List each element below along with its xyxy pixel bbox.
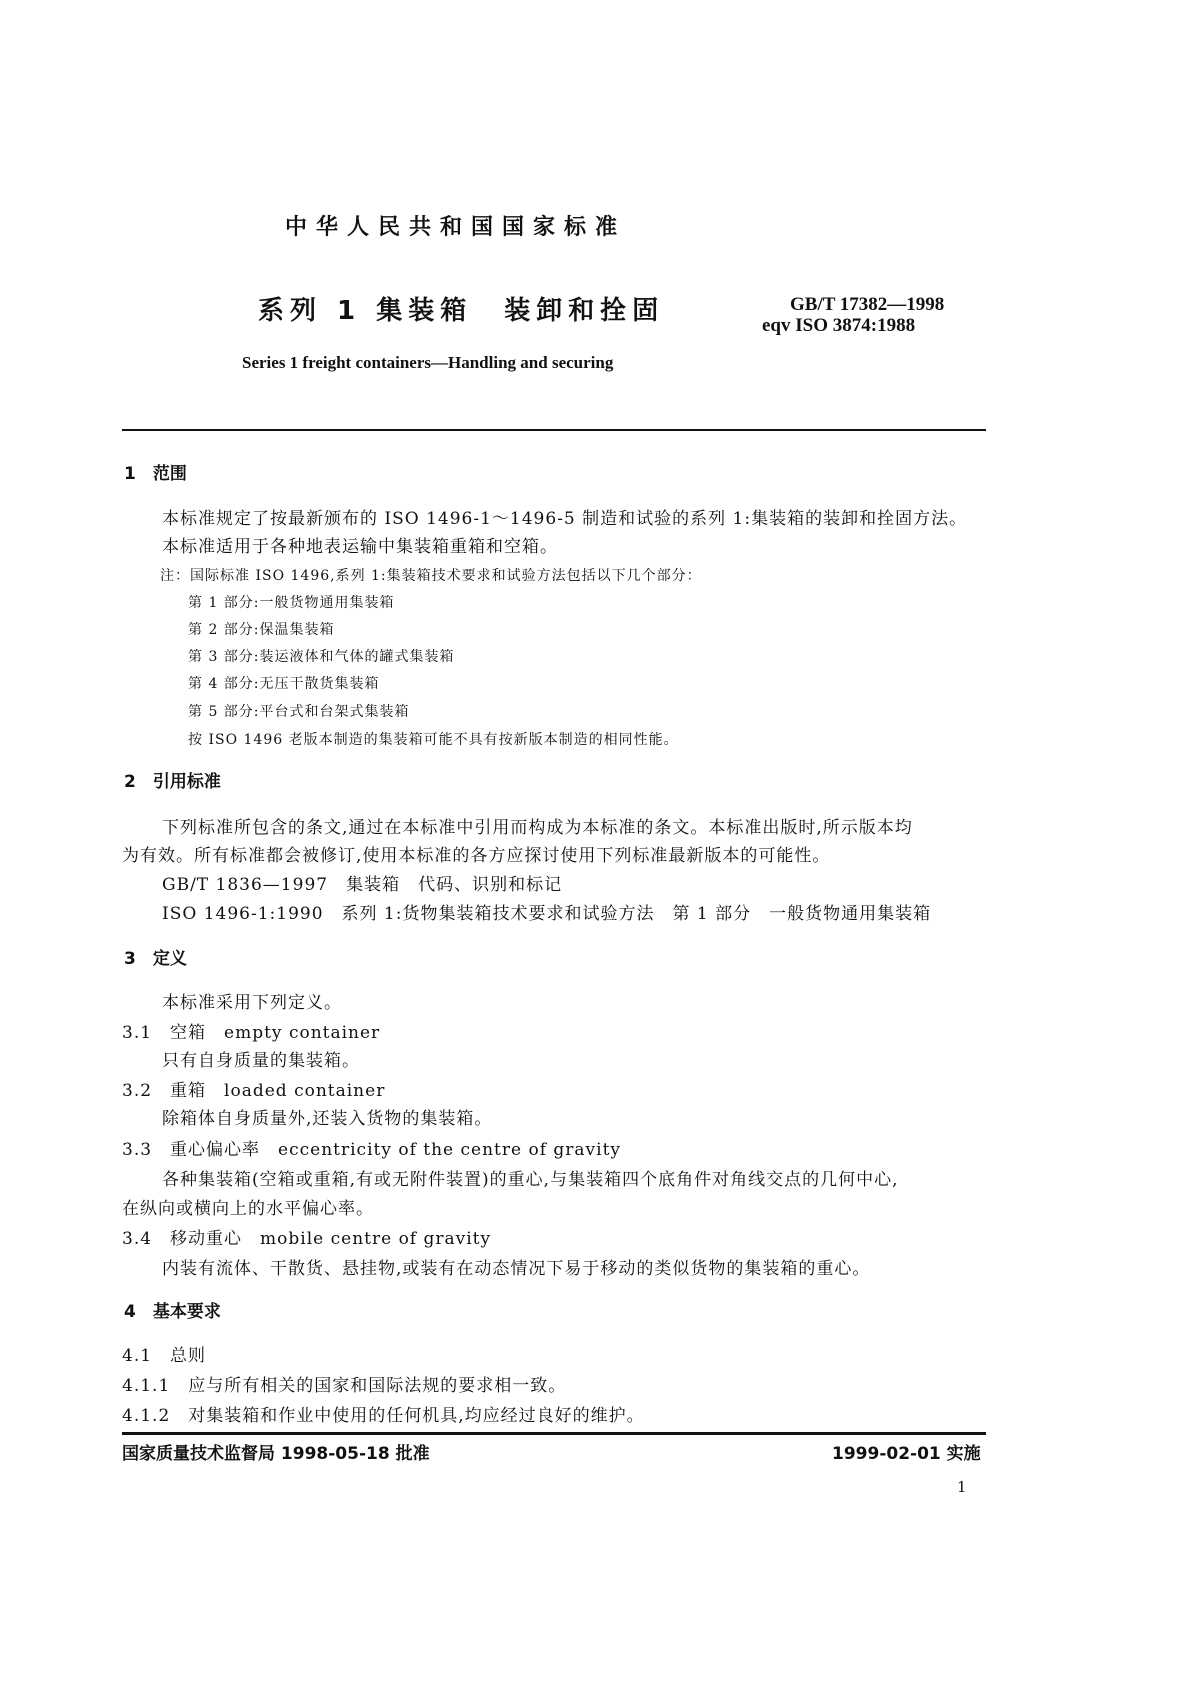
reference-item: GB/T 1836—1997 集装箱 代码、识别和标记	[162, 875, 563, 895]
section-1-heading: 1 范围	[124, 464, 187, 484]
paragraph: 本标准适用于各种地表运输中集装箱重箱和空箱。	[162, 537, 558, 557]
paragraph: 为有效。所有标准都会被修订,使用本标准的各方应探讨使用下列标准最新版本的可能性。	[122, 846, 831, 866]
note-item: 第 5 部分:平台式和台架式集装箱	[188, 704, 410, 720]
section-3-heading: 3 定义	[124, 949, 187, 969]
paragraph: 本标准采用下列定义。	[162, 993, 342, 1013]
national-standard-heading: 中华人民共和国国家标准	[285, 215, 627, 240]
clause: 4.1.1 应与所有相关的国家和国际法规的要求相一致。	[122, 1376, 567, 1396]
note-item: 第 2 部分:保温集装箱	[188, 622, 335, 638]
note-end: 按 ISO 1496 老版本制造的集装箱可能不具有按新版本制造的相同性能。	[188, 732, 679, 748]
english-title: Series 1 freight containers—Handling and securing	[242, 353, 614, 372]
document-title: 系列 1 集装箱 装卸和拴固	[258, 296, 665, 326]
standard-code: GB/T 17382—1998	[790, 294, 945, 315]
note-item: 第 4 部分:无压干散货集装箱	[188, 676, 380, 692]
note-item: 第 1 部分:一般货物通用集装箱	[188, 595, 395, 611]
paragraph: 下列标准所包含的条文,通过在本标准中引用而构成为本标准的条文。本标准出版时,所示版本均	[162, 818, 913, 838]
definition-text: 除箱体自身质量外,还装入货物的集装箱。	[162, 1109, 493, 1129]
definition-text: 只有自身质量的集装箱。	[162, 1051, 360, 1071]
definition-term: 3.4 移动重心 mobile centre of gravity	[122, 1229, 492, 1249]
section-2-heading: 2 引用标准	[124, 772, 221, 792]
definition-term: 3.3 重心偏心率 eccentricity of the centre of gravity	[122, 1140, 622, 1160]
definition-text: 内装有流体、干散货、悬挂物,或装有在动态情况下易于移动的类似货物的集装箱的重心。	[162, 1259, 871, 1279]
reference-item: ISO 1496-1:1990 系列 1:货物集装箱技术要求和试验方法 第 1 部分 一般货物通用集装箱	[162, 904, 932, 924]
approval-line: 国家质量技术监督局 1998-05-18 批准	[122, 1444, 430, 1464]
note-item: 第 3 部分:装运液体和气体的罐式集装箱	[188, 649, 455, 665]
footer-rule	[122, 1432, 986, 1435]
definition-term: 3.2 重箱 loaded container	[122, 1081, 386, 1101]
header-rule	[122, 429, 986, 431]
paragraph: 本标准规定了按最新颁布的 ISO 1496-1～1496-5 制造和试验的系列 1:集装箱的装卸和拴固方法。	[162, 509, 968, 529]
clause: 4.1 总则	[122, 1346, 207, 1366]
definition-term: 3.1 空箱 empty container	[122, 1023, 381, 1043]
clause: 4.1.2 对集装箱和作业中使用的任何机具,均应经过良好的维护。	[122, 1406, 645, 1426]
definition-text: 各种集装箱(空箱或重箱,有或无附件装置)的重心,与集装箱四个底角件对角线交点的几何中心,	[162, 1170, 899, 1190]
page-number: 1	[957, 1478, 968, 1496]
effective-date: 1999-02-01 实施	[832, 1444, 981, 1464]
note: 注：国际标准 ISO 1496,系列 1:集装箱技术要求和试验方法包括以下几个部分：	[160, 568, 702, 584]
section-4-heading: 4 基本要求	[124, 1302, 221, 1322]
definition-text: 在纵向或横向上的水平偏心率。	[122, 1199, 374, 1219]
equivalent-standard: eqv ISO 3874:1988	[762, 315, 916, 336]
